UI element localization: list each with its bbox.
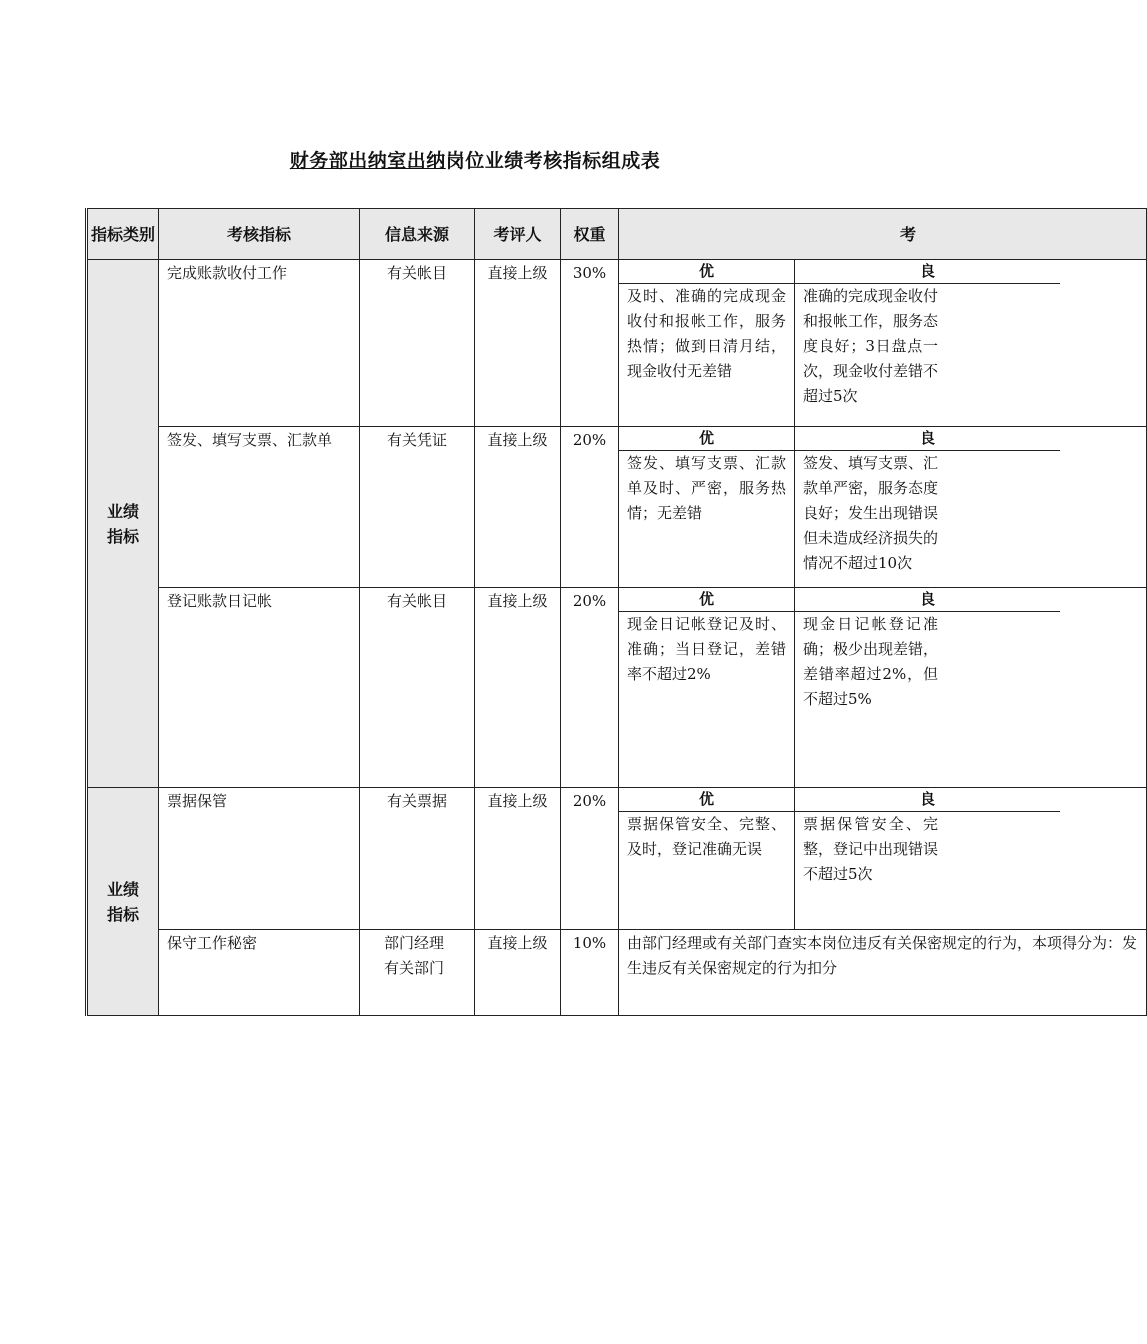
grade-label: 良 [795, 788, 1060, 812]
source-cell: 有关票据 [360, 788, 475, 930]
source-cell: 有关帐目 [360, 588, 475, 788]
grade-label: 优 [619, 588, 794, 612]
grade-excellent [619, 588, 795, 787]
source-cell: 有关凭证 [360, 427, 475, 588]
grade-good [795, 260, 1060, 426]
grade-excellent [619, 427, 795, 587]
standard-cell [619, 930, 1147, 1016]
table-row [87, 427, 1147, 588]
grade-text: 现金日记帐登记及时、准确；当日登记，差错率不超过2% [627, 615, 786, 683]
grade-text: 签发、填写支票、汇款单及时、严密，服务热情；无差错 [627, 454, 786, 522]
grade-text: 准确的完成现金收付和报帐工作，服务态度良好；3日盘点一次，现金收付差错不超过5次 [803, 287, 939, 405]
grade-label: 良 [795, 427, 1060, 451]
header-weight: 权重 [561, 209, 619, 260]
reviewer-cell: 直接上级 [475, 788, 561, 930]
grade-label: 优 [619, 260, 794, 284]
indicator-cell: 完成账款收付工作 [159, 260, 360, 427]
grade-label: 良 [795, 260, 1060, 284]
weight-cell: 20% [561, 588, 619, 788]
grade-text: 及时、准确的完成现金收付和报帐工作，服务热情；做到日清月结，现金收付无差错 [627, 287, 786, 380]
table-row [87, 588, 1147, 788]
weight-cell: 10% [561, 930, 619, 1016]
table-row [87, 930, 1147, 1016]
reviewer-cell: 直接上级 [475, 588, 561, 788]
category-cell: 业绩指标 [87, 260, 159, 788]
standard-cell [619, 588, 1147, 788]
reviewer-cell: 直接上级 [475, 260, 561, 427]
header-row [87, 209, 1147, 260]
table-row [87, 260, 1147, 427]
grade-good [795, 788, 1060, 929]
grade-good [795, 588, 1060, 787]
header-indicator: 考核指标 [159, 209, 360, 260]
standard-text: 由部门经理或有关部门查实本岗位违反有关保密规定的行为，本项得分为：发生违反有关保密规定的行为扣分 [627, 934, 1138, 977]
source-cell: 有关帐目 [360, 260, 475, 427]
weight-cell: 20% [561, 427, 619, 588]
weight-cell: 20% [561, 788, 619, 930]
page-title [0, 146, 950, 173]
title-underlined: 财务部出纳室出纳 [289, 150, 446, 172]
indicator-cell: 登记账款日记帐 [159, 588, 360, 788]
standard-cell [619, 427, 1147, 588]
header-standard: 考 [619, 209, 1147, 260]
grade-text: 票据保管安全、完整、及时，登记准确无误 [627, 815, 786, 858]
header-reviewer: 考评人 [475, 209, 561, 260]
grade-label: 优 [619, 427, 794, 451]
grade-good [795, 427, 1060, 587]
source-cell: 部门经理有关部门 [360, 930, 475, 1016]
standard-cell [619, 788, 1147, 930]
header-source: 信息来源 [360, 209, 475, 260]
reviewer-cell: 直接上级 [475, 930, 561, 1016]
evaluation-table [85, 208, 1147, 1016]
grade-excellent [619, 260, 795, 426]
standard-cell [619, 260, 1147, 427]
grade-label: 良 [795, 588, 1060, 612]
weight-cell: 30% [561, 260, 619, 427]
indicator-cell: 票据保管 [159, 788, 360, 930]
grade-label: 优 [619, 788, 794, 812]
header-category: 指标类别 [87, 209, 159, 260]
reviewer-cell: 直接上级 [475, 427, 561, 588]
grade-text: 签发、填写支票、汇款单严密，服务态度良好；发生出现错误但未造成经济损失的情况不超过10次 [803, 454, 939, 572]
table-row [87, 788, 1147, 930]
table-viewport [85, 208, 1138, 1018]
grade-text: 票据保管安全、完整，登记中出现错误不超过5次 [803, 815, 939, 883]
grade-text: 现金日记帐登记准确；极少出现差错，差错率超过2%，但不超过5% [803, 615, 939, 708]
indicator-cell: 签发、填写支票、汇款单 [159, 427, 360, 588]
title-rest: 岗位业绩考核指标组成表 [445, 150, 661, 172]
category-cell: 业绩指标 [87, 788, 159, 1016]
grade-excellent [619, 788, 795, 929]
indicator-cell: 保守工作秘密 [159, 930, 360, 1016]
